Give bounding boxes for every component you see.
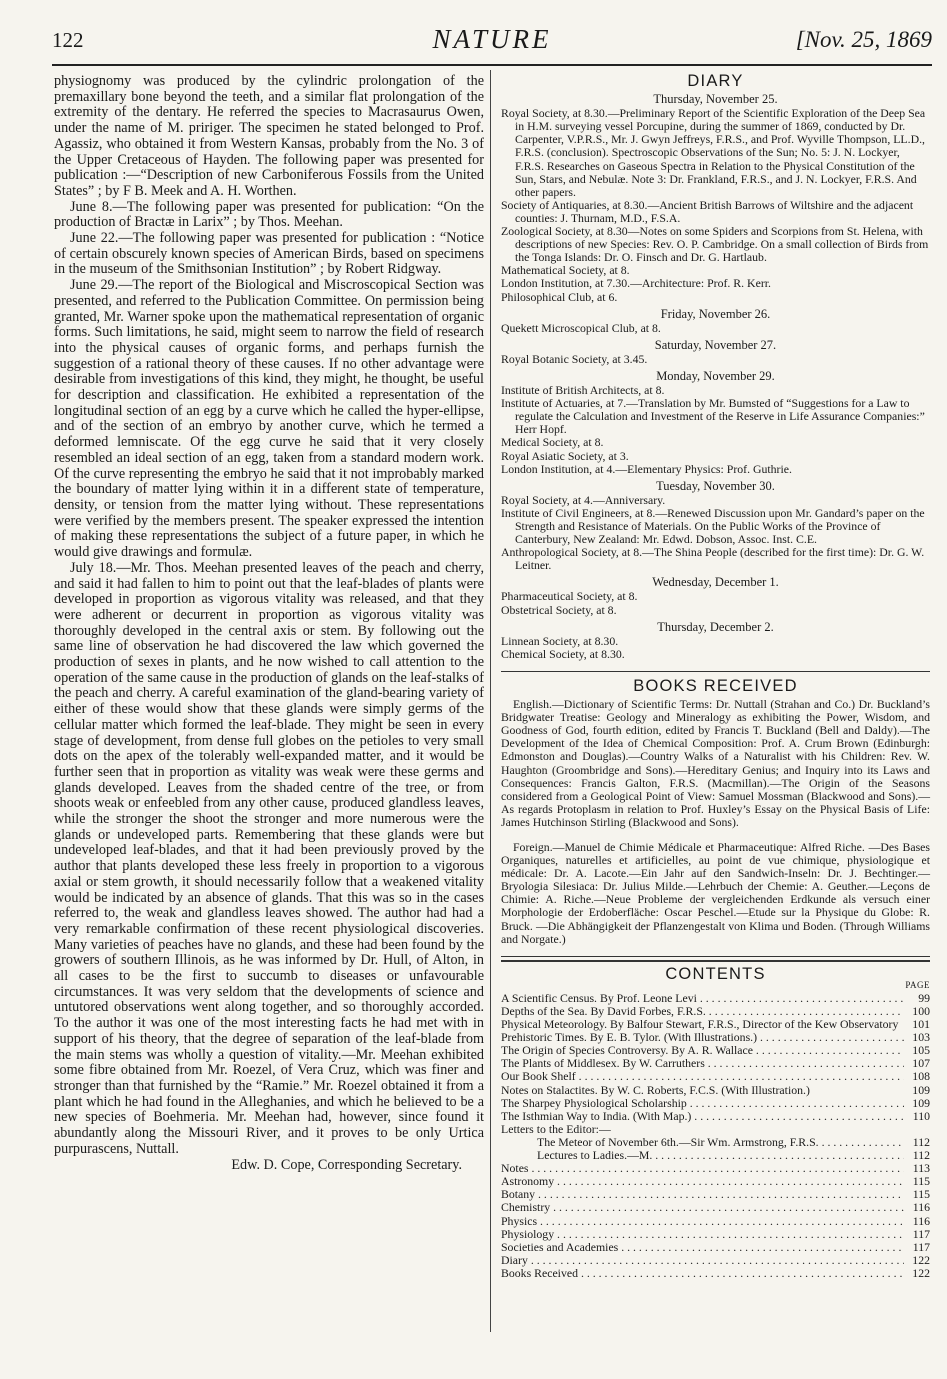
left-column [54, 74, 484, 1173]
contents-item [501, 1254, 930, 1267]
contents-item-title: The Sharpey Physiological Scholarship . . . [501, 1097, 904, 1110]
diary-entry: Chemical Society, at 8.30. [501, 646, 625, 661]
contents-item [501, 1097, 930, 1110]
column-divider [490, 70, 491, 1332]
contents-item-page: 117 [912, 1239, 930, 1254]
contents-item-title: A Scientific Census. By Prof. Leone Levi . . . [501, 992, 904, 1005]
diary-day-heading: Saturday, November 27. [654, 337, 777, 352]
contents-item-title: Notes on Stalactites. By W. C. Roberts, F.C.S. (With Illustration.) [501, 1083, 810, 1097]
section-divider-thick [501, 960, 930, 962]
books-title: BOOKS RECEIVED [633, 676, 798, 695]
diary-entry: Anthropological Society, at 8.—The Shina People (described for the first time): Dr. G. W. Leitner. [501, 545, 925, 573]
contents-item-title: Physics . . . [501, 1215, 904, 1228]
diary-entry: Society of Antiquaries, at 8.30.—Ancient British Barrows of Wiltshire and the adjacent counties: J. Thurnam, M.D., F.S.A. [501, 197, 914, 225]
diary-entry: Obstetrical Society, at 8. [501, 602, 617, 617]
contents-item-page: 116 [912, 1200, 930, 1215]
contents-item-page: 115 [912, 1174, 930, 1189]
books-received [501, 698, 930, 946]
contents-item [501, 1044, 930, 1057]
contents-item-page: 107 [912, 1056, 930, 1071]
paragraph: June 29.—The report of the Biological and Miscroscopical Section was presented, and referred to the Publication Committee. On permission being granted, Mr. Warner spoke upon the mathematical representation of organic forms. Such limitations, he said, might seem to narrow the field of research into the physical causes of organic forms, and perhaps furnish the suggestion of a rational theory of these causes. If no other advantage were desirable from investigations of this kind, they might, he thought, be useful for description and classification. He exhibited a representation of the longitudinal section of an egg by a curve which he called the hyper-ellipse, and of the section of an embryo by another curve, which he termed a deformed lemniscate. Of the egg curve he said that it very closely resembled an ideal section of an egg, taken from a standard modern work. Of the curve representing the embryo he said that it not improbably marked the boundary of matter lying within it in a different state of temperature, density, or tension from the matter lying without. These representations were verified by the members present. The speaker expressed the intention of making these representations the subject of a future paper, in which he would give drawings and formulæ. [54, 277, 484, 561]
contents-item [501, 1070, 930, 1083]
contents-item-title: Astronomy . . . [501, 1175, 904, 1188]
contents-item [501, 1018, 930, 1031]
contents-item-page: 110 [912, 1108, 930, 1123]
contents-item [501, 1201, 930, 1214]
diary-entry: London Institution, at 4.—Elementary Physics: Prof. Guthrie. [501, 461, 792, 476]
contents-item-page: 122 [912, 1265, 930, 1280]
contents-item-title: Depths of the Sea. By David Forbes, F.R.S. . . . [501, 1005, 904, 1018]
contents-item [501, 1057, 930, 1070]
contents-item-title: Books Received . . . [501, 1267, 904, 1280]
contents-item [501, 992, 930, 1005]
contents-item-title: Lectures to Ladies.—M. . . . [501, 1149, 904, 1162]
books-foreign: Foreign.—Manuel de Chimie Médicale et Pharmaceutique: Alfred Riche. —Des Bases Organiques, naturelles et artificielles, au point de vue chimique, physiologique et médicale: Dr. A. Lacote.—Ein Jahr auf den Sandwich-Inseln: Dr. J. Bechtinger.—Bryologia Silesiaca: Dr. Julius Milde.—Lehrbuch der Chemie: A. Geuther.—Leçons de Chimie: A. Riche.—Neue Probleme der vergleichenden Erdkunde als versuch einer Morphologie der Erdoberfläche: Oscar Peschel.—Etude sur la Physique du Globe: R. Bruck. —Die Abhängigkeit der Pflanzengestalt von Klima und Boden. (Through Williams and Norgate.) [501, 839, 930, 946]
contents-item [501, 1136, 930, 1149]
contents-item-title: The Meteor of November 6th.—Sir Wm. Armstrong, F.R.S. . . . [501, 1136, 904, 1149]
diary-day-heading: Wednesday, December 1. [652, 575, 779, 590]
contents-item-title: Societies and Academies . . . [501, 1241, 904, 1254]
diary-day-heading: Friday, November 26. [660, 306, 771, 321]
diary-title: DIARY [687, 72, 744, 90]
contents-item-title: Physical Meteorology. By Balfour Stewart, F.R.S., Director of the Kew Observatory [501, 1018, 899, 1032]
diary-entry: Royal Society, at 8.30.—Preliminary Report of the Scientific Exploration of the Deep Sea in H.M. surveying vessel Porcupine, during the summer of 1869, conducted by Dr. Carpenter, V.P.R.S., Mr. J. Gwyn Jeffreys, F.R.S., and Prof. Wyville Thompson, LL.D., F.R.S. (conclusion). Spectroscopic Observations of the Sun; No. 5: J. N. Lockyer, F.R.S. Researches on Gaseous Spectra in Relation to the Physical Constitution of the Sun, Stars, and Nebulæ. Note 3: Dr. Frankland, F.R.S., and J. N. Lockyer, F.R.S. And other papers. [501, 106, 926, 199]
contents-item-page: 116 [912, 1213, 930, 1228]
contents-item-page: 112 [912, 1134, 930, 1149]
contents-item-title: Chemistry . . . [501, 1201, 904, 1214]
contents-item [501, 1267, 930, 1280]
diary-entry: Philosophical Club, at 6. [501, 289, 618, 304]
contents-item-page: 99 [918, 990, 930, 1005]
contents-item-page: 115 [912, 1187, 930, 1202]
paragraph: July 18.—Mr. Thos. Meehan presented leaves of the peach and cherry, and said it had fallen to him to point out that the leaf-blades of plants were developed in proportion as vigorous vitality was released, and that they were adherent or decurrent in proportion as vigorous vitality was thoroughly developed in the central axis or stem. By following out the same line of observation he had discovered the law which governed the production of sexes in plants, and he now wished to call attention to the operation of the same cause in the production of glands on the leaf-stalks of the peach and cherry. A careful examination of the gland-bearing variety of either of these would show that these glands were simply germs of the cellular matter which formed the leaf-blade. They might be seen in every stage of development, from dense full globes on the petioles to very small dots on the apex of the tolerably well-expanded matter, and it would be further seen that in proportion as vitality was weak were these germs and glands developed. Leaves from the shaded centre of the tree, or from shoots weak or enfeebled from any other cause, produced glandless leaves, while the stronger the shoot the stronger and more numerous were the glands or undeveloped parts. Remembering that these glands were but undeveloped leaf-blades, and that it had been previously proved by the author that plants developed these less freely in proportion to a vigorous axial or stem growth, it should necessarily follow that a weakened vitality would be indicated by an absence of glands. That this was so in the cases referred to, the weak and glandless leaves showed. The author had had a very remarkable confirmation of these recent physiological discoveries. Many varieties of peaches have no glands, and these had been found by the growers of southern Illinois, as he was informed by Dr. Hull, of Alton, in all cases to be the first to succumb to diseases or unfavourable circumstances. It was very seldom that the developments of science and untutored observations went along together, and so thoroughly accorded. To the author it was one of the most interesting facts he had met with in support of his theory, that the degree of separation of the leaf-blade from the main stems was wholly a question of vitality.—Mr. Meehan exhibited some fibre obtained from Mr. Roezel, of Vera Cruz, which was finer and stronger than that furnished by the “Ramie.” Mr. Roezel obtained it from a plant which he had found in the Alleghanies, and which he believed to be a new species of Boehmeria. Mr. Meehan had, however, since found it abundantly along the Missouri River, and it proves to be only Urtica purpurascens, Nuttall. [54, 559, 484, 1157]
contents-item-page: 105 [912, 1043, 930, 1058]
diary-entry: Institute of Civil Engineers, at 8.—Renewed Discussion upon Mr. Gandard’s paper on the Strength and Resistance of Materials. On the Public Works of the Province of Canterbury, New Zealand: Mr. Edwd. Dobson, Assoc. Inst. C.E. [501, 505, 925, 547]
contents-item-page: 108 [912, 1069, 930, 1084]
diary-entry: Quekett Microscopical Club, at 8. [501, 320, 661, 335]
contents-item-page: 109 [912, 1082, 930, 1097]
contents-item-title: Botany . . . [501, 1188, 904, 1201]
contents-item-title: Prehistoric Times. By E. B. Tylor. (With Illustrations.) . . . [501, 1031, 904, 1044]
contents-item-title: Letters to the Editor:— [501, 1122, 611, 1136]
contents-item [501, 1005, 930, 1018]
contents-item [501, 1031, 930, 1044]
diary-entry: Pharmaceutical Society, at 8. [501, 589, 638, 604]
contents-item [501, 1084, 930, 1097]
contents-item [501, 1241, 930, 1254]
paragraph: June 8.—The following paper was presented for publication: “On the production of Bractæ in Larix” ; by Thos. Meehan. [54, 198, 484, 231]
contents-item [501, 1110, 930, 1123]
diary-day-heading: Tuesday, November 30. [656, 478, 775, 493]
contents-item-page: 112 [912, 1148, 930, 1163]
page-number: 122 [52, 28, 84, 52]
diary-day-heading: Monday, November 29. [656, 368, 775, 383]
contents-item [501, 1123, 930, 1136]
issue-date: [Nov. 25, 1869 [795, 27, 932, 52]
section-divider [501, 671, 930, 672]
paragraph: physiognomy was produced by the cylindric prolongation of the premaxillary bone beyond the teeth, and a similar flat prolongation of the extremity of the dentary. He referred the species to Macrasaurus Owen, under the name of M. pririger. The specimen he stated belonged to Prof. Agassiz, who obtained it from Western Kansas, probably from the No. 3 of the Upper Cretaceous of Hayden. The following paper was presented for publication :—“Description of new Carboniferous Fossils from the United States” ; by F B. Meek and A. H. Worthen. [54, 73, 484, 199]
contents-item-title: Diary . . . [501, 1254, 904, 1267]
diary-entry: Royal Society, at 4.—Anniversary. [501, 492, 666, 507]
contents-item-title: The Plants of Middlesex. By W. Carruthers . . . [501, 1057, 904, 1070]
diary-entry: Zoological Society, at 8.30—Notes on some Spiders and Scorpions from St. Helena, with descriptions of new Species: Rev. O. P. Cambridge. On a small collection of Birds from the Tonga Islands: Dr. O. Finsch and Dr. G. Hartlaub. [501, 224, 929, 265]
diary-entry: Medical Society, at 8. [501, 435, 604, 450]
contents-item-page: 113 [912, 1161, 930, 1176]
diary-entry: London Institution, at 7.30.—Architecture: Prof. R. Kerr. [501, 276, 771, 291]
journal-title: NATURE [432, 24, 552, 54]
books-english: English.—Dictionary of Scientific Terms: Dr. Nuttall (Strahan and Co.) Dr. Buckland’s Bridgwater Treatise: Geology and Mineralogy as exhibiting the Power, Wisdom, and Goodness of God, fourth edition, edited by Francis T. Buckland (Bell and Daldy).—The Development of the Idea of Chemical Composition: Prof. A. Crum Brown (Edinburgh: Edmonston and Douglas).—Country Walks of a Naturalist with his Children: Rev. W. Haughton (Groombridge and Sons).—Hereditary Genius; and Inquiry into its Laws and Consequences: Francis Galton, F.R.S. (Macmillan).—The Origin of the Seasons considered from a Geological Point of View: Samuel Mossman (Blackwood and Sons).—As regards Protoplasm in relation to Prof. Huxley’s Essay on the Physical Basis of Life: James Hutchinson Stirling (Blackwood and Sons). [501, 697, 930, 829]
diary-entry: Institute of Actuaries, at 7.—Translation by Mr. Bumsted of “Suggestions for a Law to regulate the Calculation and Investment of the Reserve in Life Assurance Companies:” Herr Hopf. [501, 396, 925, 437]
contents-item-title: Notes . . . [501, 1162, 904, 1175]
section-divider [501, 956, 930, 957]
diary-entry: Royal Botanic Society, at 3.45. [501, 351, 648, 366]
contents-title: CONTENTS [665, 964, 766, 983]
contents-item [501, 1215, 930, 1228]
diary-entry: Institute of British Architects, at 8. [501, 383, 665, 398]
paragraph: June 22.—The following paper was presented for publication : “Notice of certain obscurely known species of American Birds, based on specimens in the museum of the Smithsonian Institution” ; by Robert Ridgway. [54, 230, 484, 278]
diary-entry: Linnean Society, at 8.30. [501, 633, 619, 648]
contents-item-title: The Origin of Species Controversy. By A. R. Wallace . . . [501, 1044, 904, 1057]
page-header [52, 24, 932, 58]
contents-item [501, 1149, 930, 1162]
header-rule [52, 64, 932, 66]
signature: Edw. D. Cope, Corresponding Secretary. [231, 1156, 462, 1173]
contents-item-page: 100 [912, 1004, 930, 1018]
contents-item-title: Physiology . . . [501, 1228, 904, 1241]
diary-entry: Mathematical Society, at 8. [501, 263, 630, 278]
contents-item [501, 1175, 930, 1188]
contents-item [501, 1188, 930, 1201]
contents-item-page: 103 [912, 1030, 930, 1045]
contents-item-page: 117 [912, 1226, 930, 1241]
contents-item-title: Our Book Shelf . . . [501, 1070, 904, 1083]
right-column [501, 74, 930, 1280]
diary-entry: Royal Asiatic Society, at 3. [501, 448, 629, 463]
diary-list [501, 93, 930, 661]
contents-item [501, 1228, 930, 1241]
diary-day-heading: Thursday, November 25. [653, 92, 778, 107]
contents-page-label: PAGE [905, 979, 930, 990]
contents-item-page: 109 [912, 1095, 930, 1110]
contents-item-title: The Isthmian Way to India. (With Map.) . . . [501, 1110, 904, 1123]
contents-list [501, 992, 930, 1280]
contents-item-page: 101 [912, 1017, 930, 1032]
contents-item [501, 1162, 930, 1175]
contents-item-page: 122 [912, 1252, 930, 1267]
diary-day-heading: Thursday, December 2. [657, 619, 774, 634]
